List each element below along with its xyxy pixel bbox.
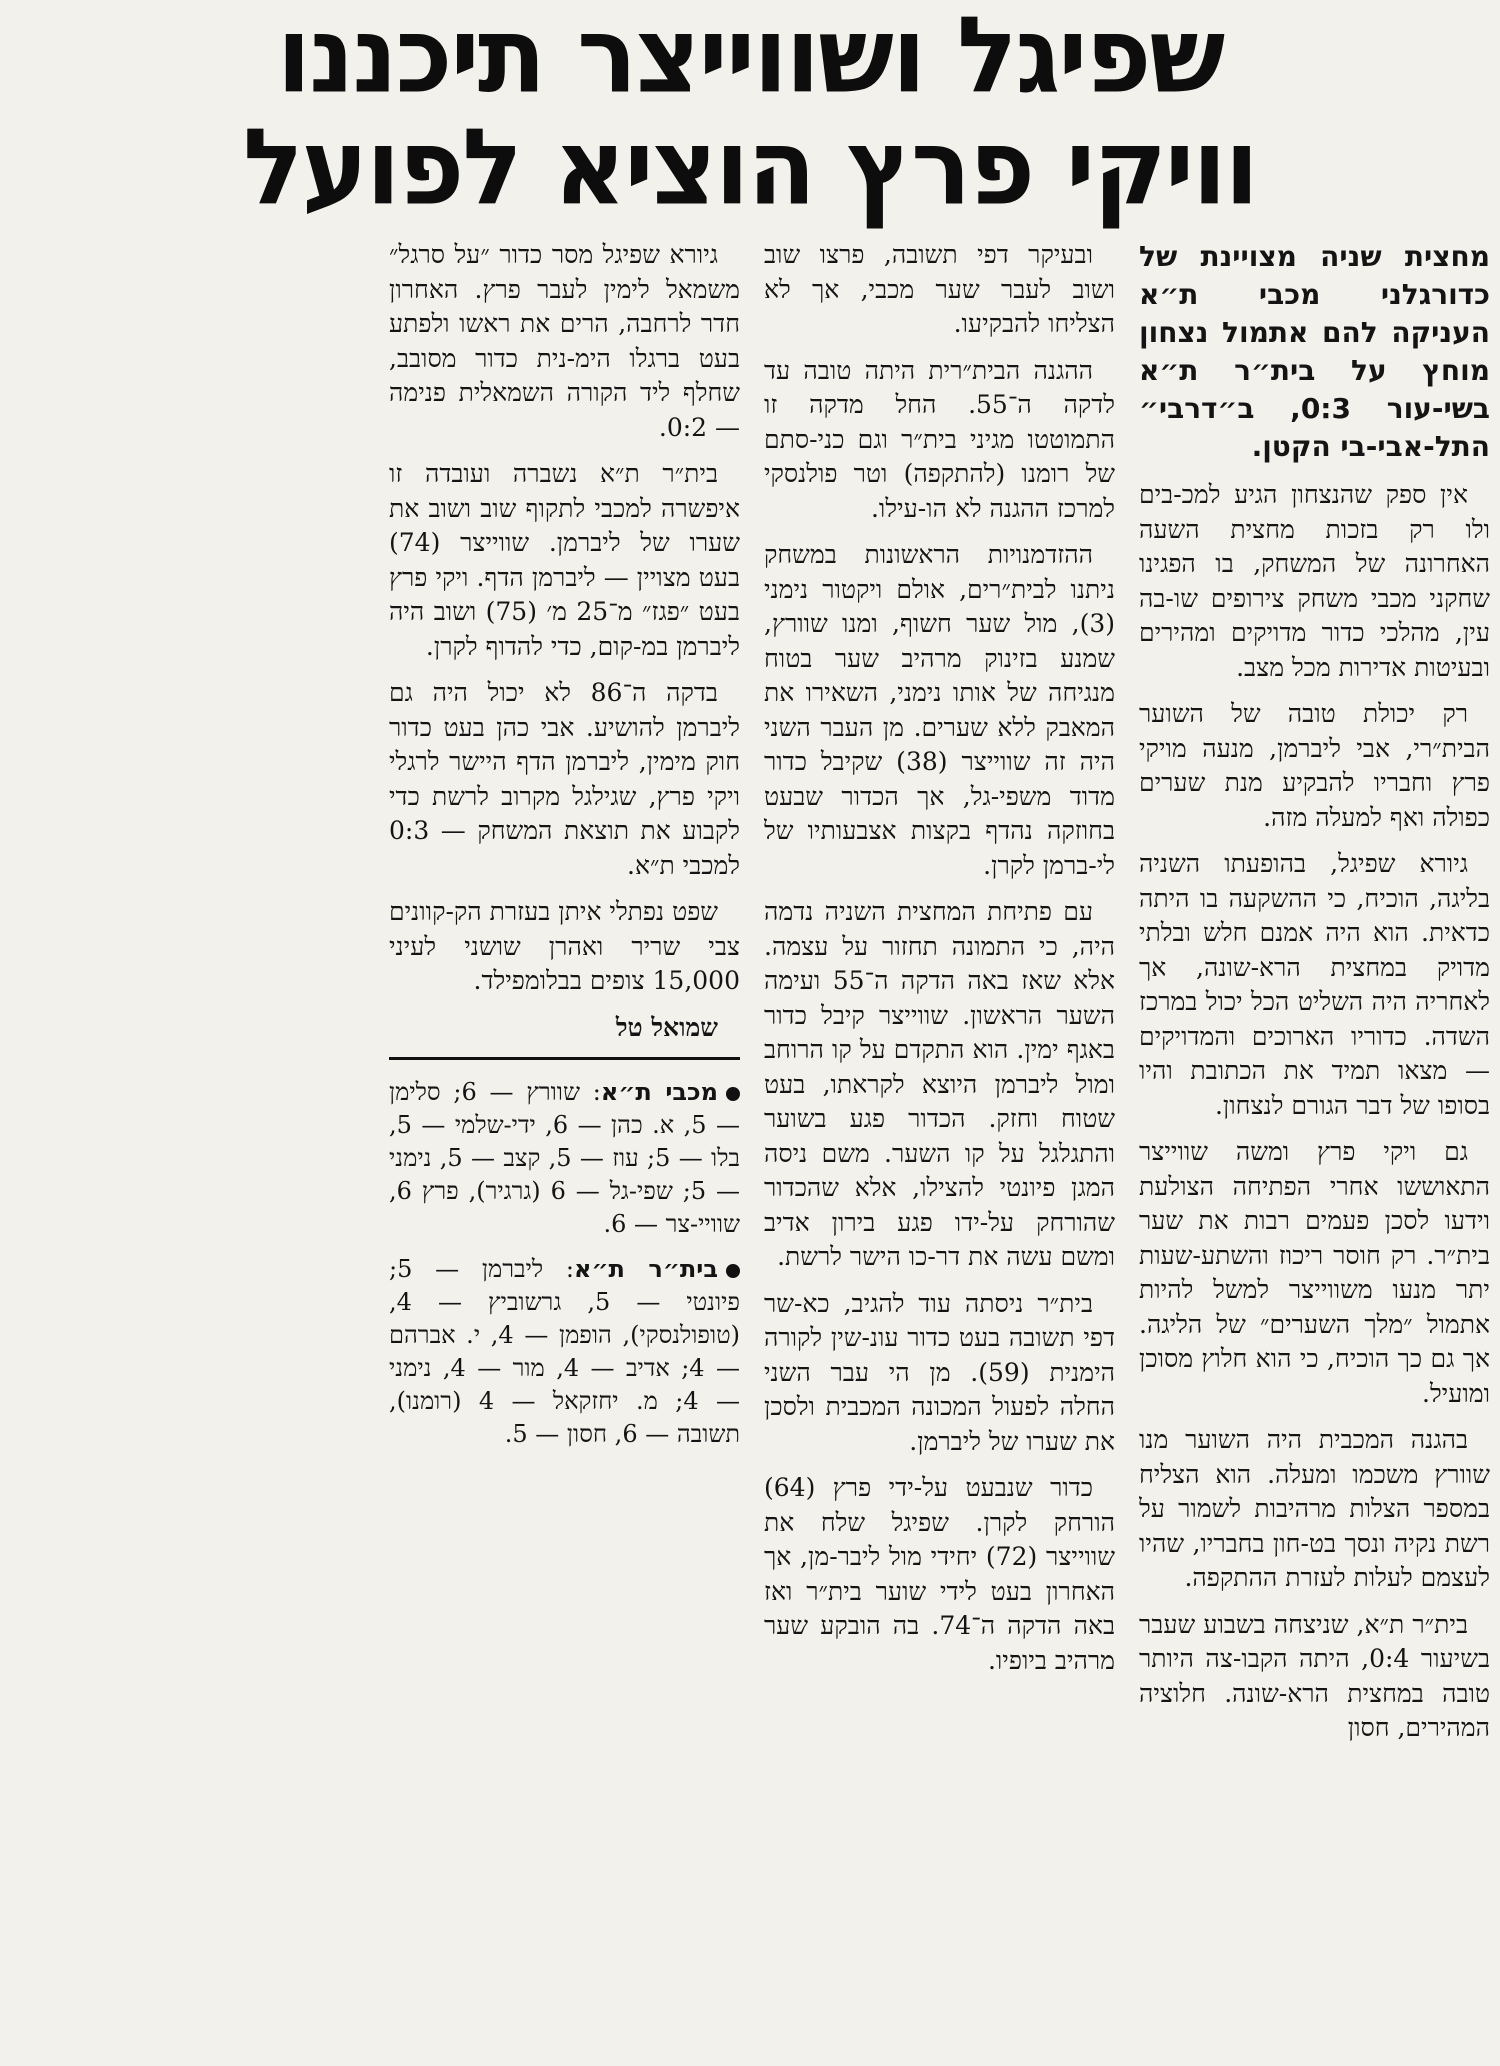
paragraph: שפט נפתלי איתן בעזרת הק-קוונים צבי שריר ואהרן שושני לעיני 15,000 צופים בבלומפילד.: [389, 897, 740, 995]
player-ratings: : ליברמן — 5; פיונטי — 5, גרשוביץ — 4, (טופולנסקי), הופמן — 4, י. אברהם — 4; אדיב — 4, מור — 4, נימני — 4; מ. יחזקאל — 4 (רומנו), תשובה — 6, חסון — 5.: [389, 1255, 740, 1448]
bullet-icon: [726, 1264, 740, 1278]
paragraph: ובעיקר דפי תשובה, פרצו שוב ושוב לעבר שער מכבי, אך לא הצליחו להבקיעו.: [764, 240, 1115, 338]
paragraph: בדקה ה־86 לא יכול היה גם ליברמן להושיע. אבי כהן בעט כדור חוק מימין, ליברמן הדף היישר לרגלי ויקי פרץ, שגילגל מקרוב לרשת כדי לקבוע את תוצאת המשחק — 0:3 למכבי ת״א.: [389, 678, 740, 880]
team-name: בית״ר ת״א: [574, 1255, 718, 1283]
article-columns: [14, 238, 1490, 2058]
headline-line-2: וויקי פרץ הוציא לפועל: [243, 106, 1257, 229]
lineup-maccabi: [389, 1076, 740, 1241]
divider: [389, 1057, 740, 1060]
paragraph: ההזדמנויות הראשונות במשחק ניתנו לבית״רים, אולם ויקטור נימני (3), מול שער חשוף, ומנו שוורץ, שמנע בזינוק מרהיב שער בטוח מנגיחה של אותו נימני, השאירו את המאבק ללא שערים. מן העבר השני היה זה שווייצר (38) שקיבל כדור מדוד משפי-גל, אך הכדור שבעט בחוזקה נהדף בקצות אצבעותיו של לי-ברמן לקרן.: [764, 540, 1115, 880]
bullet-icon: [726, 1087, 740, 1101]
paragraph: רק יכולת טובה של השוער הבית״רי, אבי ליברמן, מנעה מויקי פרץ וחבריו להבקיע מנת שערים כפולה ואף למעלה מזה.: [1139, 699, 1490, 832]
headline: [20, 0, 1480, 232]
paragraph: בהגנה המכבית היה השוער מנו שוורץ משכמו ומעלה. הוא הצליח במספר הצלות מרהיבות לשמור על רשת נקיה ונסך בט-חון בחבריו, שהיו לעצמם לעלות לעזרת ההתקפה.: [1139, 1425, 1490, 1592]
paragraph: גיורא שפיגל, בהופעתו השניה בליגה, הוכיח, כי ההשקעה בו היתה כדאית. הוא היה אמנם חלש ובלתי מדויק במחצית הרא-שונה, אך לאחריה היה השליט הכל יכול במרכז השדה. כדוריו הארוכים והמדויקים — מצאו תמיד את הכתובת והיו בסופו של דבר הגורם לנצחון.: [1139, 849, 1490, 1120]
byline: שמואל טל: [615, 1012, 718, 1042]
player-ratings: : שוורץ — 6; סלימן — 5, א. כהן — 6, ידי-שלמי — 5, בלו — 5; עוז — 5, קצב — 5, נימני — 5; שפי-גל — 6 (גרגיר), פרץ 6, שוויי-צר — 6.: [389, 1078, 740, 1238]
lineup-beitar: [389, 1253, 740, 1451]
headline-line-1: שפיגל ושווייצר תיכננו: [276, 0, 1224, 117]
paragraph: בית״ר ת״א נשברה ועובדה זו איפשרה למכבי לתקוף שוב ושוב את שערו של ליברמן. שווייצר (74) בעט מצויין — ליברמן הדף. ויקי פרץ בעט ״פגז״ מ־25 מ׳ (75) ושוב היה ליברמן במ-קום, כדי להדוף לקרן.: [389, 459, 740, 661]
paragraph: בית״ר ת״א, שניצחה בשבוע שעבר בשיעור 0:4, היתה הקבו-צה היותר טובה במחצית הרא-שונה. חלוציה המהירים, חסון: [1139, 1609, 1490, 1742]
paragraph: כדור שנבעט על-ידי פרץ (64) הורחק לקרן. שפיגל שלח את שווייצר (72) יחידי מול ליבר-מן, אך האחרון בעט לידי שוער בית״ר ואז באה הדקה ה־74. בה הובקע שער מרהיב ביופיו.: [764, 1473, 1115, 1675]
paragraph: גיורא שפיגל מסר כדור ״על סרגל״ משמאל לימין לעבר פרץ. האחרון חדר לרחבה, הרים את ראשו ולפתע בעט ברגלו הימ-נית כדור מסובב, שחלף ליד הקורה השמאלית פנימה — 0:2.: [389, 240, 740, 442]
paragraph: גם ויקי פרץ ומשה שווייצר התאוששו אחרי הפתיחה הצולעת וידעו לסכן פעמים רבות את שער בית״ר. רק חוסר ריכוז והשתע-שעות יתר מנעו משווייצר למשל להיות אתמול ״מלך השערים״ של הליגה. אך גם כך הוכיח, כי הוא חלוץ מסוכן ומועיל.: [1139, 1137, 1490, 1408]
paragraph: אין ספק שהנצחון הגיע למכ-בים ולו רק בזכות מחצית השעה האחרונה של המשחק, בו הפגינו שחקני מכבי משחק צירופים שו-בה עין, מהלכי כדור מדויקים ומהירים ובעיטות אדירות מכל מצב.: [1139, 480, 1490, 682]
team-name: מכבי ת״א: [600, 1078, 718, 1106]
lead-paragraph: מחצית שניה מצויינת של כדורגלני מכבי ת״א העניקה להם אתמול נצחון מוחץ על בית״ר ת״א בשי-עור 0:3, ב״דרבי״ התל-אבי-בי הקטן.: [1139, 240, 1490, 463]
paragraph: בית״ר ניסתה עוד להגיב, כא-שר דפי תשובה בעט כדור עונ-שין לקורה הימנית (59). מן הי עבר השני החלה לפעול המכונה המכבית ולסכן את שערו של ליברמן.: [764, 1288, 1115, 1456]
paragraph: ההגנה הבית״רית היתה טובה עד לדקה ה־55. החל מדקה זו התמוטטו מגיני בית״ר וגם כני-סתם של רומנו (להתקפה) וטר פולנסקי למרכז ההגנה לא הו-עילו.: [764, 355, 1115, 523]
column-3: [389, 238, 740, 2058]
column-1: [1139, 238, 1490, 2058]
paragraph: עם פתיחת המחצית השניה נדמה היה, כי התמונה תחזור על עצמה. אלא שאז באה הדקה ה־55 ועימה השער הראשון. שווייצר קיבל כדור באגף ימין. הוא התקדם על קו הרוחב ומול ליברמן היוצא לקראתו, בעט שטוח וחזק. הכדור פגע בשוער והתגלגל על קו השער. משם ניסה המגן פיונטי להצילו, אלא שהכדור שהורחק על-ידו פגע בירון אדיב ומשם עשה את דר-כו הישר לרשת.: [764, 897, 1115, 1271]
lineup-section: [389, 1076, 740, 1451]
column-2: [764, 238, 1115, 2058]
